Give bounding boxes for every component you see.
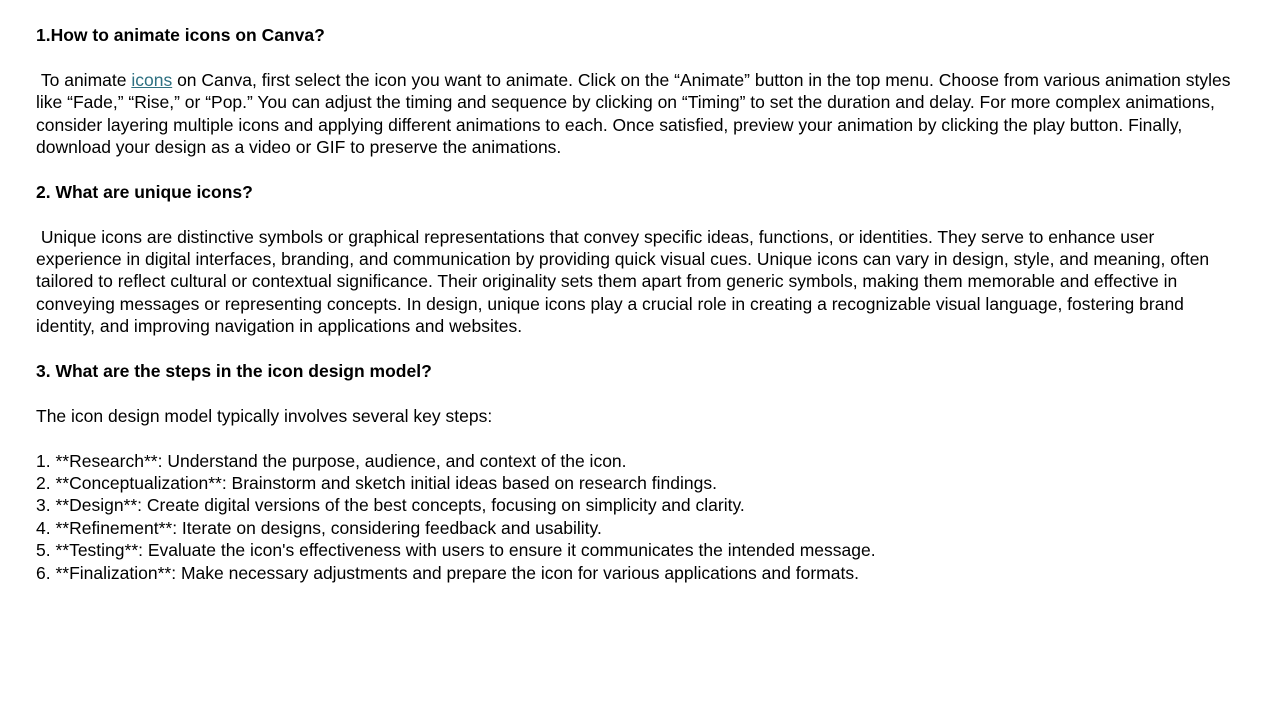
- list-item: 4. **Refinement**: Iterate on designs, considering feedback and usability.: [36, 517, 602, 538]
- icons-link[interactable]: icons: [131, 69, 173, 90]
- spacer: [36, 427, 1244, 449]
- spacer: [36, 46, 1244, 68]
- section-3-heading: 3. What are the steps in the icon design model?: [36, 361, 432, 382]
- spacer: [36, 203, 1244, 225]
- section-1-body: [36, 69, 1244, 159]
- section-2-body: Unique icons are distinctive symbols or graphical representations that convey specific ideas, functions, or identities. They serve to enhance user experience in digital interfaces, branding, and communication by providing quick visual cues. Unique icons can vary in design, style, and meaning, often tailored to reflect cultural or contextual significance. Their originality sets them apart from generic symbols, making them memorable and effective in conveying messages or representing concepts. In design, unique icons play a crucial role in creating a recognizable visual language, fostering brand identity, and improving navigation in applications and websites.: [36, 226, 1215, 337]
- section-2-heading: 2. What are unique icons?: [36, 181, 253, 202]
- list-item: 2. **Conceptualization**: Brainstorm and sketch initial ideas based on research findings.: [36, 473, 717, 494]
- section-1-body-post: on Canva, first select the icon you want to animate. Click on the “Animate” button in the top menu. Choose from various animation styles like “Fade,” “Rise,” or “Pop.” You can adjust the timing and sequence by clicking on “Timing” to set the duration and delay. For more complex animations, consider layering multiple icons and applying different animations to each. Once satisfied, preview your animation by clicking the play button. Finally, download your design as a video or GIF to preserve the animations.: [36, 69, 1231, 158]
- steps-list: [36, 450, 1244, 584]
- section-3-intro: The icon design model typically involves several key steps:: [36, 405, 493, 426]
- spacer: [36, 158, 1244, 180]
- list-item: 1. **Research**: Understand the purpose, audience, and context of the icon.: [36, 450, 627, 471]
- section-1-heading: 1.How to animate icons on Canva?: [36, 25, 325, 45]
- list-item: 5. **Testing**: Evaluate the icon's effectiveness with users to ensure it communicates the intended message.: [36, 540, 876, 561]
- spacer: [36, 338, 1244, 360]
- list-item: 6. **Finalization**: Make necessary adjustments and prepare the icon for various applications and formats.: [36, 562, 859, 583]
- list-item: 3. **Design**: Create digital versions of the best concepts, focusing on simplicity and clarity.: [36, 495, 745, 516]
- section-1-body-pre: To animate: [36, 69, 132, 90]
- spacer: [36, 382, 1244, 404]
